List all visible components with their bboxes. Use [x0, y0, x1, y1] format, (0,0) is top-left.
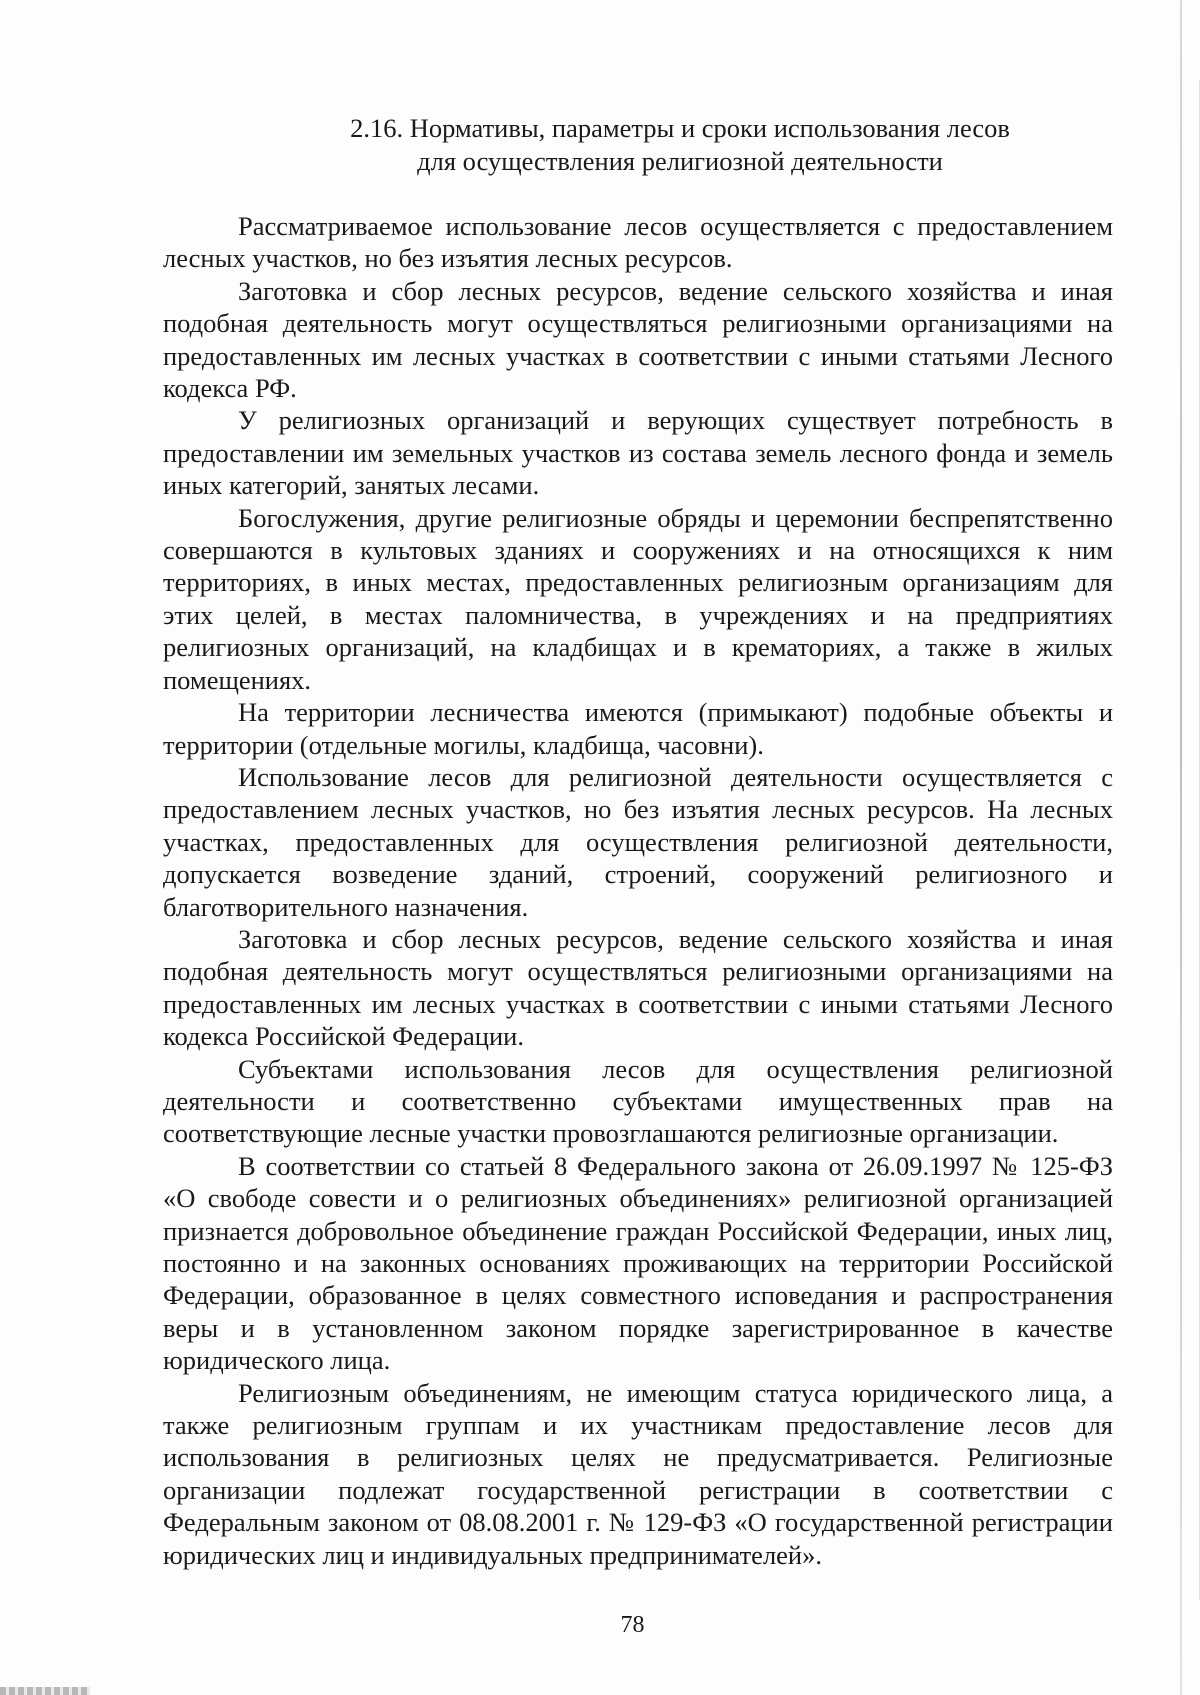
section-heading — [280, 112, 1080, 178]
page-number: 78 — [620, 1612, 645, 1638]
scan-edge-line — [1180, 0, 1182, 1695]
paragraph: В соответствии со статьей 8 Федерального закона от 26.09.1997 № 125-ФЗ «О свободе совести и о религиозных объединениях» религиозной организацией признается добровольное объединение граждан Российской Федерации, иных лиц, постоянно и на законных основаниях проживающих на территории Российской Федерации, образованное в целях совместного исповедания и распространения веры и в установленном законом порядке зарегистрированное в качестве юридического лица. — [163, 1150, 1113, 1376]
section-heading-line-1: 2.16. Нормативы, параметры и сроки использования лесов — [350, 113, 1010, 143]
paragraph: Заготовка и сбор лесных ресурсов, ведение сельского хозяйства и иная подобная деятельность могут осуществляться религиозными организациями на предоставленных им лесных участках в соответствии с иными статьями Лесного кодекса РФ. — [163, 275, 1113, 404]
body-text — [163, 210, 1113, 1571]
paragraph: Богослужения, другие религиозные обряды и церемонии беспрепятственно совершаются в культовых зданиях и сооружениях и на относящихся к ним территориях, в иных местах, предоставленных религиозным организациям для этих целей, в местах паломничества, в учреждениях и на предприятиях религиозных организаций, на кладбищах и в крематориях, а также в жилых помещениях. — [163, 502, 1113, 695]
paragraph: Заготовка и сбор лесных ресурсов, ведение сельского хозяйства и иная подобная деятельность могут осуществляться религиозными организациями на предоставленных им лесных участках в соответствии с иными статьями Лесного кодекса Российской Федерации. — [163, 923, 1113, 1052]
section-heading-line-2: для осуществления религиозной деятельности — [417, 146, 943, 176]
paragraph: На территории лесничества имеются (примыкают) подобные объекты и территории (отдельные могилы, кладбища, часовни). — [163, 697, 1113, 760]
paragraph: Религиозным объединениям, не имеющим статуса юридического лица, а также религиозным группам и их участникам предоставление лесов для использования в религиозных целях не предусматривается. Религиозные организации подлежат государственной регистрации в соответствии с Федеральным законом от 08.08.2001 г. № 129-ФЗ «О государственной регистрации юридических лиц и индивидуальных предпринимателей». — [163, 1377, 1113, 1570]
paragraph: У религиозных организаций и верующих существует потребность в предоставлении им земельных участков из состава земель лесного фонда и земель иных категорий, занятых лесами. — [163, 405, 1113, 501]
paragraph: Рассматриваемое использование лесов осуществляется с предоставлением лесных участков, но без изъятия лесных ресурсов. — [163, 211, 1113, 274]
paragraph: Субъектами использования лесов для осуществления религиозной деятельности и соответственно субъектами имущественных прав на соответствующие лесные участки провозглашаются религиозные организации. — [163, 1053, 1113, 1149]
scan-artifact — [0, 1687, 90, 1695]
paragraph: Использование лесов для религиозной деятельности осуществляется с предоставлением лесных участков, но без изъятия лесных ресурсов. На лесных участках, предоставленных для осуществления религиозной деятельности, допускается возведение зданий, строений, сооружений религиозного и благотворительного назначения. — [163, 761, 1113, 922]
